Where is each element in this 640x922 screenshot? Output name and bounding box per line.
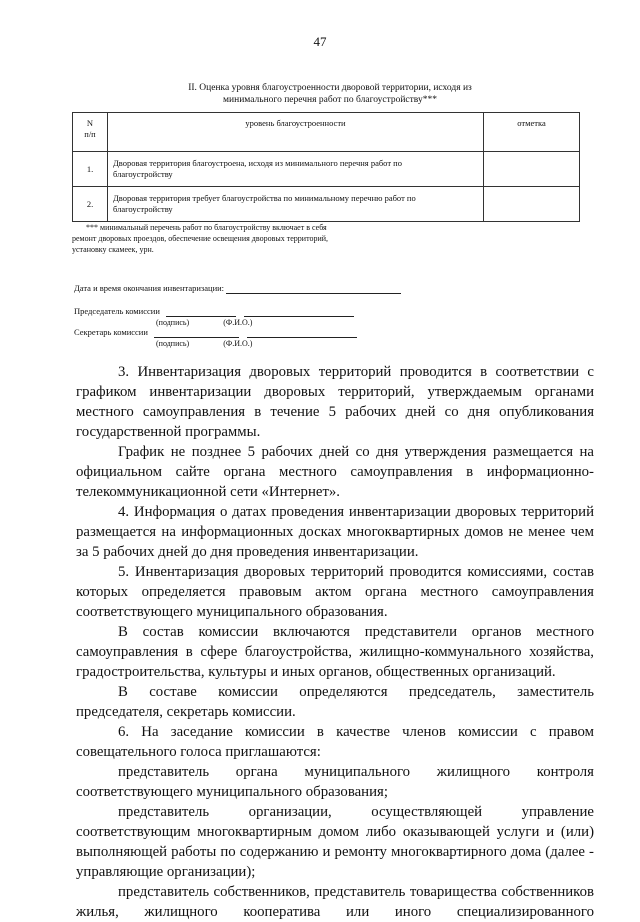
header-mark: отметка: [484, 113, 580, 152]
paragraph: 5. Инвентаризация дворовых территорий проводится комиссиями, состав которых определяется правовым актом органа местного самоуправления соответствующего муниципального образования.: [76, 564, 594, 620]
chair-name-hint: (Ф.И.О.): [223, 318, 253, 327]
paragraph: График не позднее 5 рабочих дней со дня утверждения размещается на официальном сайте органа местного самоуправления в информационно-телекоммуникационной сети «Интернет».: [76, 444, 594, 500]
row-mark-cell[interactable]: [484, 152, 580, 187]
chair-name-line[interactable]: [244, 305, 354, 317]
section-title: [150, 82, 510, 106]
row-number: 1.: [73, 152, 108, 187]
chair-signature-line[interactable]: [166, 305, 236, 317]
paragraph: В составе комиссии определяются председатель, заместитель председателя, секретарь комиссии.: [76, 684, 594, 720]
section-title-line: минимального перечня работ по благоустройству***: [223, 95, 437, 105]
paragraph: В состав комиссии включаются представители органов местного самоуправления в сфере благоустройства, жилищно-коммунального хозяйства, градостроительства, культуры и иных органов, общественных организаций.: [76, 624, 594, 680]
row-mark-cell[interactable]: [484, 187, 580, 222]
row-level-line: Дворовая территория благоустроена, исходя из минимального перечня работ по: [113, 158, 402, 168]
header-number: [73, 113, 108, 152]
chair-label: Председатель комиссии: [74, 306, 160, 316]
chair-signature: [74, 305, 354, 328]
header-number-line: п/п: [84, 129, 96, 139]
secretary-label: Секретарь комиссии: [74, 327, 148, 337]
paragraph: 6. На заседание комиссии в качестве членов комиссии с правом совещательного голоса приглашаются:: [76, 724, 594, 760]
secretary-name-hint: (Ф.И.О.): [223, 339, 253, 348]
table-row: [73, 152, 580, 187]
row-level-line: Дворовая территория требует благоустройства по минимальному перечню работ по: [113, 193, 416, 203]
header-level: уровень благоустроенности: [108, 113, 484, 152]
header-number-line: N: [86, 118, 94, 128]
row-number: 2.: [73, 187, 108, 222]
footnote-line: *** минимальный перечень работ по благоустройству включает в себя: [86, 223, 327, 232]
inventory-date-field: [74, 282, 401, 294]
page-number: 47: [313, 34, 327, 49]
paragraph: 4. Информация о датах проведения инвентаризации дворовых территорий размещается на информационных досках многоквартирных домов не менее чем за 5 рабочих дней до дня проведения инвентаризации.: [76, 504, 594, 560]
section-title-line: II. Оценка уровня благоустроенности дворовой территории, исходя из: [188, 83, 472, 93]
row-level: [108, 152, 484, 187]
paragraph: представитель организации, осуществляющей управление соответствующим многоквартирным домом либо оказывающей услуги и (или) выполняющей работы по содержанию и ремонту многоквартирного дома (далее - управляющие организации);: [76, 804, 594, 880]
footnote: [72, 222, 412, 255]
paragraph: 3. Инвентаризация дворовых территорий проводится в соответствии с графиком инвентаризации дворовых территорий, утверждаемым органами местного самоуправления в течение 5 рабочих дней со дня опубликования государственной программы.: [76, 364, 594, 440]
assessment-table: [72, 112, 580, 222]
secretary-signature-hint: (подпись): [156, 339, 190, 348]
paragraph: представитель собственников, представитель товарищества собственников жилья, жилищного кооператива или иного специализированного: [76, 884, 594, 920]
row-level: [108, 187, 484, 222]
chair-signature-hint: (подпись): [156, 318, 190, 327]
footnote-line: ремонт дворовых проездов, обеспечение освещения дворовых территорий,: [72, 234, 329, 243]
secretary-signature-line[interactable]: [154, 326, 239, 338]
inventory-date-line[interactable]: [226, 282, 401, 294]
footnote-line: установку скамеек, урн.: [72, 245, 154, 254]
paragraph: представитель органа муниципального жилищного контроля соответствующего муниципального образования;: [76, 764, 594, 800]
inventory-date-label: Дата и время окончания инвентаризации:: [74, 283, 225, 293]
secretary-name-line[interactable]: [247, 326, 357, 338]
row-level-line: благоустройству: [113, 169, 173, 179]
secretary-signature: [74, 326, 357, 349]
row-level-line: благоустройству: [113, 204, 173, 214]
table-row: [73, 187, 580, 222]
table-header-row: [73, 113, 580, 152]
body-text: [76, 362, 594, 922]
